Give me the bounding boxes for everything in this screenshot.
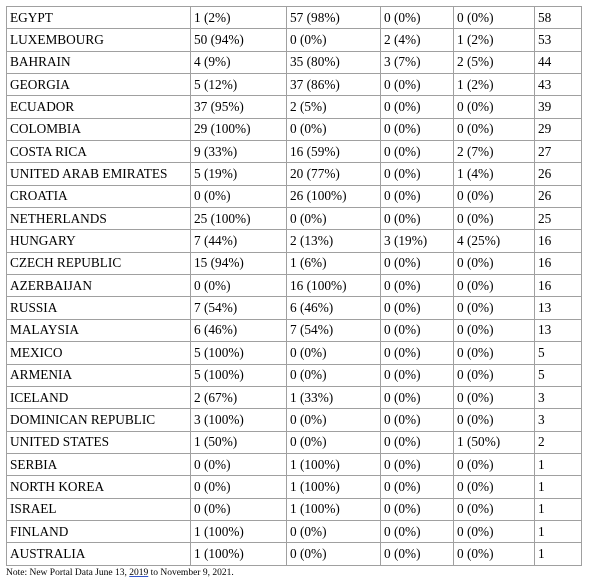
country-cell: LUXEMBOURG [7,29,191,51]
table-row [7,476,582,498]
table-row [7,386,582,408]
value-cell-2: 1 (100%) [287,498,381,520]
total-cell: 27 [535,141,582,163]
value-cell-2: 0 (0%) [287,208,381,230]
country-cell: ECUADOR [7,96,191,118]
table-row [7,230,582,252]
value-cell-2: 0 (0%) [287,364,381,386]
value-cell-3: 0 (0%) [381,7,454,29]
value-cell-1: 6 (46%) [191,319,287,341]
country-cell: CZECH REPUBLIC [7,252,191,274]
value-cell-3: 0 (0%) [381,141,454,163]
value-cell-2: 2 (13%) [287,230,381,252]
total-cell: 26 [535,163,582,185]
total-cell: 5 [535,342,582,364]
value-cell-2: 2 (5%) [287,96,381,118]
table-row [7,364,582,386]
country-cell: UNITED STATES [7,431,191,453]
value-cell-2: 1 (100%) [287,476,381,498]
country-cell: RUSSIA [7,297,191,319]
value-cell-4: 0 (0%) [454,7,535,29]
total-cell: 29 [535,118,582,140]
country-cell: AZERBAIJAN [7,275,191,297]
country-cell: FINLAND [7,520,191,542]
value-cell-4: 1 (4%) [454,163,535,185]
value-cell-4: 1 (2%) [454,29,535,51]
table-row [7,453,582,475]
table-row [7,74,582,96]
value-cell-1: 5 (100%) [191,364,287,386]
total-cell: 43 [535,74,582,96]
value-cell-4: 0 (0%) [454,252,535,274]
value-cell-4: 0 (0%) [454,208,535,230]
value-cell-4: 0 (0%) [454,520,535,542]
value-cell-4: 4 (25%) [454,230,535,252]
value-cell-3: 0 (0%) [381,74,454,96]
value-cell-1: 29 (100%) [191,118,287,140]
table-row [7,297,582,319]
value-cell-1: 0 (0%) [191,498,287,520]
value-cell-1: 0 (0%) [191,185,287,207]
country-cell: EGYPT [7,7,191,29]
value-cell-4: 0 (0%) [454,185,535,207]
value-cell-3: 0 (0%) [381,476,454,498]
value-cell-1: 5 (12%) [191,74,287,96]
table-row [7,498,582,520]
value-cell-3: 0 (0%) [381,543,454,565]
country-cell: ISRAEL [7,498,191,520]
value-cell-4: 0 (0%) [454,409,535,431]
total-cell: 16 [535,252,582,274]
table-row [7,431,582,453]
country-cell: MALAYSIA [7,319,191,341]
total-cell: 58 [535,7,582,29]
value-cell-2: 1 (33%) [287,386,381,408]
table-row [7,163,582,185]
country-cell: ARMENIA [7,364,191,386]
value-cell-1: 0 (0%) [191,275,287,297]
value-cell-4: 0 (0%) [454,96,535,118]
value-cell-2: 7 (54%) [287,319,381,341]
value-cell-4: 2 (7%) [454,141,535,163]
value-cell-4: 0 (0%) [454,386,535,408]
table-row [7,520,582,542]
value-cell-2: 0 (0%) [287,342,381,364]
value-cell-1: 1 (100%) [191,520,287,542]
value-cell-4: 0 (0%) [454,476,535,498]
value-cell-4: 1 (2%) [454,74,535,96]
note-year: 2019 [129,568,149,578]
value-cell-2: 1 (6%) [287,252,381,274]
value-cell-4: 0 (0%) [454,118,535,140]
total-cell: 3 [535,386,582,408]
value-cell-1: 5 (19%) [191,163,287,185]
table-row [7,208,582,230]
table-body [7,7,582,566]
total-cell: 13 [535,319,582,341]
value-cell-4: 0 (0%) [454,275,535,297]
value-cell-3: 0 (0%) [381,409,454,431]
value-cell-1: 2 (67%) [191,386,287,408]
total-cell: 1 [535,520,582,542]
total-cell: 13 [535,297,582,319]
value-cell-3: 0 (0%) [381,163,454,185]
value-cell-1: 7 (44%) [191,230,287,252]
value-cell-3: 0 (0%) [381,364,454,386]
country-cell: NETHERLANDS [7,208,191,230]
value-cell-2: 0 (0%) [287,409,381,431]
value-cell-1: 37 (95%) [191,96,287,118]
total-cell: 44 [535,51,582,73]
table-row [7,51,582,73]
value-cell-2: 16 (100%) [287,275,381,297]
value-cell-1: 7 (54%) [191,297,287,319]
country-cell: AUSTRALIA [7,543,191,565]
total-cell: 39 [535,96,582,118]
value-cell-4: 0 (0%) [454,297,535,319]
value-cell-2: 0 (0%) [287,520,381,542]
table-row [7,409,582,431]
table-row [7,252,582,274]
table-row [7,7,582,29]
value-cell-3: 0 (0%) [381,520,454,542]
value-cell-4: 0 (0%) [454,364,535,386]
table-row [7,275,582,297]
total-cell: 2 [535,431,582,453]
value-cell-1: 0 (0%) [191,453,287,475]
value-cell-4: 0 (0%) [454,498,535,520]
value-cell-3: 0 (0%) [381,275,454,297]
value-cell-1: 1 (2%) [191,7,287,29]
total-cell: 3 [535,409,582,431]
value-cell-1: 25 (100%) [191,208,287,230]
value-cell-4: 0 (0%) [454,342,535,364]
value-cell-2: 57 (98%) [287,7,381,29]
country-cell: COLOMBIA [7,118,191,140]
table-row [7,342,582,364]
value-cell-3: 0 (0%) [381,118,454,140]
value-cell-3: 0 (0%) [381,185,454,207]
table-row [7,96,582,118]
note-prefix: Note: New Portal Data June 13, [6,568,130,578]
value-cell-2: 26 (100%) [287,185,381,207]
value-cell-3: 0 (0%) [381,297,454,319]
data-table [6,6,582,566]
country-cell: HUNGARY [7,230,191,252]
value-cell-3: 2 (4%) [381,29,454,51]
value-cell-3: 0 (0%) [381,252,454,274]
value-cell-3: 3 (19%) [381,230,454,252]
country-cell: MEXICO [7,342,191,364]
total-cell: 5 [535,364,582,386]
country-cell: BAHRAIN [7,51,191,73]
total-cell: 26 [535,185,582,207]
value-cell-1: 5 (100%) [191,342,287,364]
value-cell-3: 3 (7%) [381,51,454,73]
value-cell-2: 0 (0%) [287,29,381,51]
table-row [7,141,582,163]
total-cell: 16 [535,275,582,297]
country-cell: ICELAND [7,386,191,408]
value-cell-1: 4 (9%) [191,51,287,73]
total-cell: 1 [535,453,582,475]
total-cell: 53 [535,29,582,51]
table-row [7,543,582,565]
value-cell-1: 9 (33%) [191,141,287,163]
total-cell: 25 [535,208,582,230]
table-row [7,118,582,140]
value-cell-2: 35 (80%) [287,51,381,73]
country-cell: NORTH KOREA [7,476,191,498]
value-cell-2: 16 (59%) [287,141,381,163]
total-cell: 1 [535,543,582,565]
value-cell-3: 0 (0%) [381,208,454,230]
value-cell-3: 0 (0%) [381,319,454,341]
table-row [7,185,582,207]
value-cell-2: 6 (46%) [287,297,381,319]
value-cell-2: 37 (86%) [287,74,381,96]
value-cell-3: 0 (0%) [381,431,454,453]
value-cell-4: 0 (0%) [454,453,535,475]
value-cell-1: 1 (100%) [191,543,287,565]
value-cell-3: 0 (0%) [381,342,454,364]
value-cell-1: 3 (100%) [191,409,287,431]
country-cell: GEORGIA [7,74,191,96]
value-cell-4: 1 (50%) [454,431,535,453]
value-cell-3: 0 (0%) [381,498,454,520]
value-cell-2: 20 (77%) [287,163,381,185]
total-cell: 1 [535,498,582,520]
total-cell: 1 [535,476,582,498]
value-cell-2: 0 (0%) [287,543,381,565]
value-cell-4: 2 (5%) [454,51,535,73]
country-cell: COSTA RICA [7,141,191,163]
country-cell: CROATIA [7,185,191,207]
value-cell-3: 0 (0%) [381,453,454,475]
table-row [7,29,582,51]
value-cell-1: 50 (94%) [191,29,287,51]
value-cell-3: 0 (0%) [381,96,454,118]
table-note [6,568,234,578]
country-cell: SERBIA [7,453,191,475]
country-cell: DOMINICAN REPUBLIC [7,409,191,431]
value-cell-4: 0 (0%) [454,319,535,341]
value-cell-2: 0 (0%) [287,431,381,453]
country-cell: UNITED ARAB EMIRATES [7,163,191,185]
value-cell-3: 0 (0%) [381,386,454,408]
total-cell: 16 [535,230,582,252]
note-suffix: to November 9, 2021. [148,568,234,578]
value-cell-1: 1 (50%) [191,431,287,453]
value-cell-1: 0 (0%) [191,476,287,498]
value-cell-1: 15 (94%) [191,252,287,274]
value-cell-2: 0 (0%) [287,118,381,140]
value-cell-2: 1 (100%) [287,453,381,475]
table-row [7,319,582,341]
value-cell-4: 0 (0%) [454,543,535,565]
